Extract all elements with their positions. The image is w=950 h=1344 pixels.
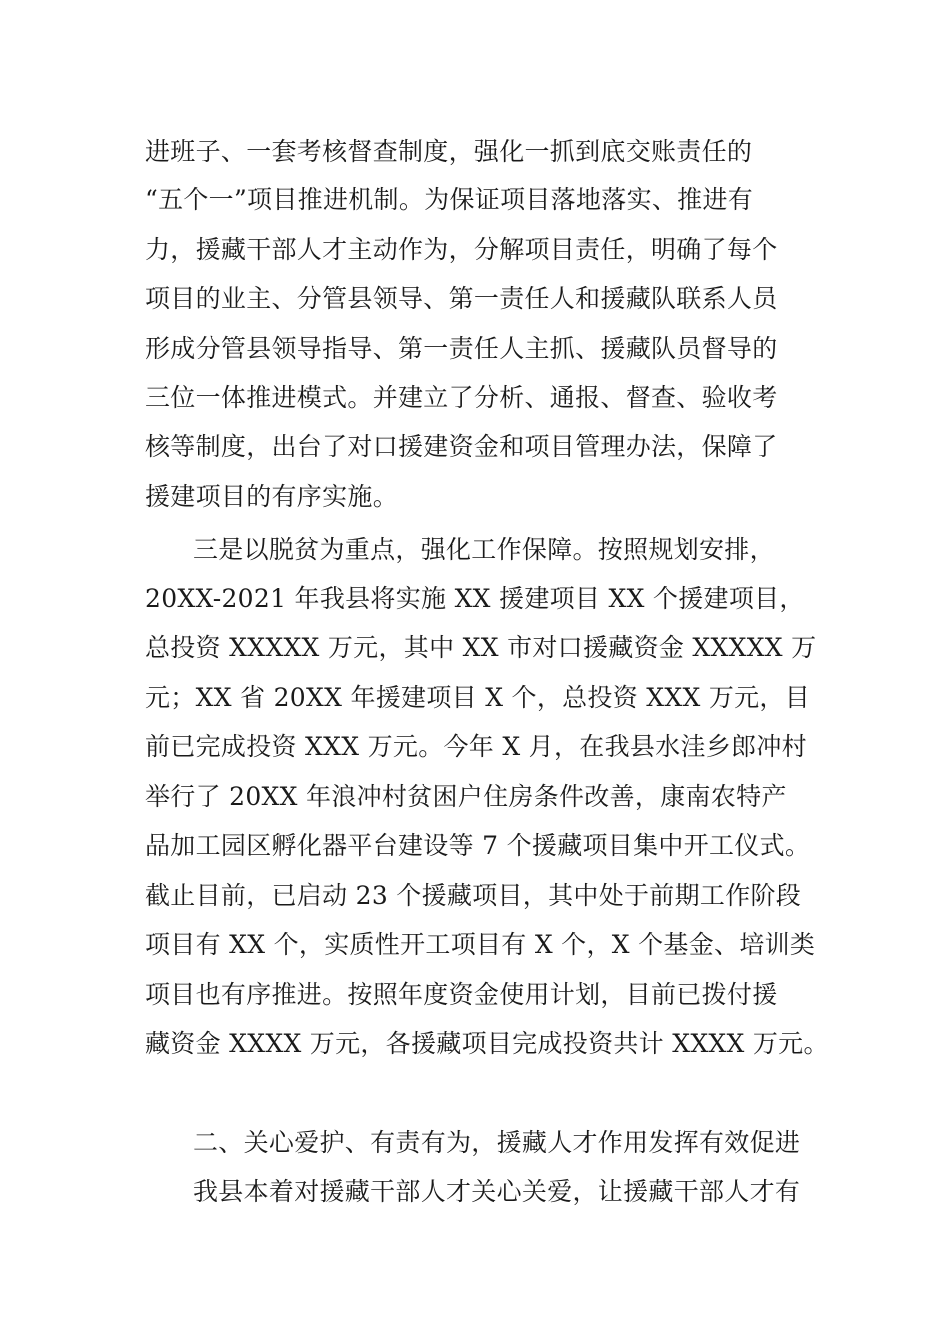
paragraph-1-line: 核等制度，出台了对口援建资金和项目管理办法，保障了 bbox=[145, 432, 778, 461]
paragraph-2-line: 三是以脱贫为重点，强化工作保障。按照规划安排， bbox=[193, 535, 775, 564]
paragraph-1-line: 力，援藏干部人才主动作为，分解项目责任，明确了每个 bbox=[145, 235, 778, 264]
paragraph-2-line: 前已完成投资 XXX 万元。今年 X 月，在我县水洼乡郎冲村 bbox=[145, 732, 807, 761]
section-heading: 二、关心爱护、有责有为，援藏人才作用发挥有效促进 bbox=[193, 1128, 801, 1157]
paragraph-1-line: 形成分管县领导指导、第一责任人主抓、援藏队员督导的 bbox=[145, 334, 778, 363]
paragraph-1-line: “五个一”项目推进机制。为保证项目落地落实、推进有 bbox=[145, 185, 754, 214]
paragraph-3-line: 我县本着对援藏干部人才关心关爱，让援藏干部人才有 bbox=[193, 1177, 801, 1206]
paragraph-1-line: 援建项目的有序实施。 bbox=[145, 482, 399, 511]
paragraph-2-line: 藏资金 XXXX 万元，各援藏项目完成投资共计 XXXX 万元。 bbox=[145, 1029, 829, 1058]
paragraph-2-line: 举行了 20XX 年浪冲村贫困户住房条件改善，康南农特产 bbox=[145, 782, 787, 811]
paragraph-2-line: 总投资 XXXXX 万元，其中 XX 市对口援藏资金 XXXXX 万 bbox=[145, 633, 817, 662]
paragraph-1-line: 进班子、一套考核督查制度，强化一抓到底交账责任的 bbox=[145, 137, 753, 166]
paragraph-2-line: 截止目前，已启动 23 个援藏项目，其中处于前期工作阶段 bbox=[145, 881, 802, 910]
paragraph-2-line: 项目有 XX 个，实质性开工项目有 X 个，X 个基金、培训类 bbox=[145, 930, 816, 959]
paragraph-1-line: 三位一体推进模式。并建立了分析、通报、督查、验收考 bbox=[145, 383, 778, 412]
paragraph-2-line: 品加工园区孵化器平台建设等 7 个援藏项目集中开工仪式。 bbox=[145, 831, 811, 860]
paragraph-2-line: 元；XX 省 20XX 年援建项目 X 个，总投资 XXX 万元，目 bbox=[145, 683, 811, 712]
paragraph-2-line: 20XX-2021 年我县将实施 XX 援建项目 XX 个援建项目， bbox=[145, 584, 805, 613]
paragraph-2-line: 项目也有序推进。按照年度资金使用计划，目前已拨付援 bbox=[145, 980, 778, 1009]
paragraph-1-line: 项目的业主、分管县领导、第一责任人和援藏队联系人员 bbox=[145, 284, 778, 313]
